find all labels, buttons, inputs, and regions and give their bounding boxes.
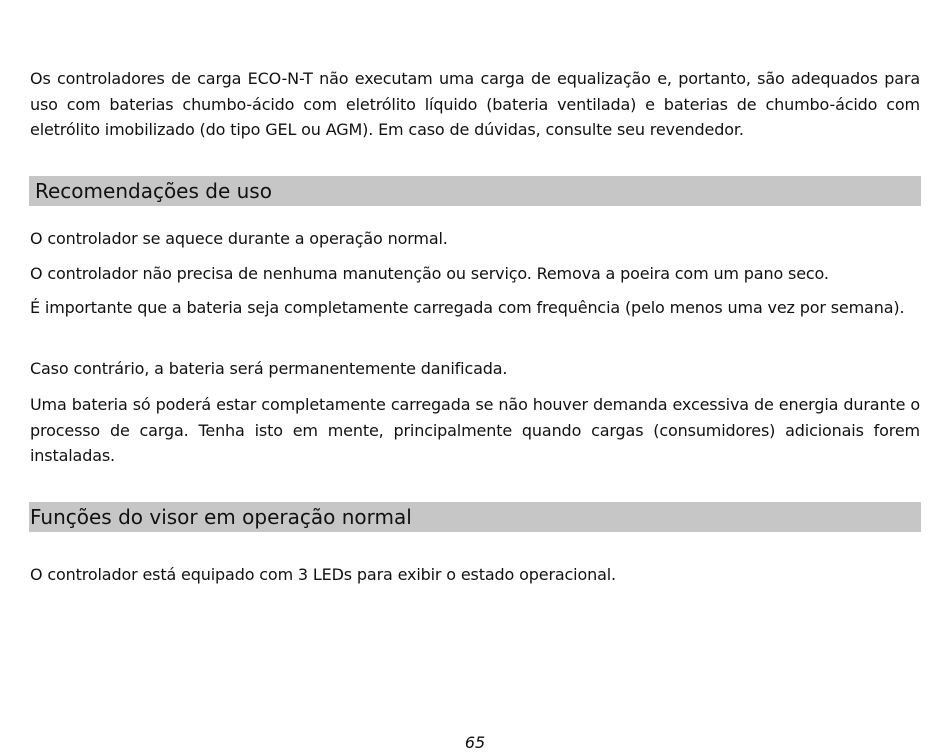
- section-heading-display: Funções do visor em operação normal: [30, 505, 412, 529]
- usage-paragraph-3: É importante que a bateria seja completamente carregada com frequência (pelo menos uma vez por semana).: [30, 298, 905, 317]
- section-heading-bar-display: [29, 502, 921, 532]
- usage-paragraph-1: O controlador se aquece durante a operação normal.: [30, 229, 448, 248]
- usage-paragraph-5: Uma bateria só poderá estar completamente carregada se não houver demanda excessiva de energia durante o processo de carga. Tenha isto em mente, principalmente quando cargas (consumidores) adicionais forem instaladas.: [30, 395, 920, 465]
- section-heading-usage: Recomendações de uso: [35, 179, 272, 203]
- section-heading-bar-usage: [29, 176, 921, 206]
- usage-paragraph-4: Caso contrário, a bateria será permanentemente danificada.: [30, 359, 508, 378]
- page-number: 65: [464, 733, 486, 752]
- usage-paragraph-2: O controlador não precisa de nenhuma manutenção ou serviço. Remova a poeira com um pano seco.: [30, 264, 829, 283]
- display-paragraph-1: O controlador está equipado com 3 LEDs para exibir o estado operacional.: [30, 565, 616, 584]
- intro-paragraph: Os controladores de carga ECO-N-T não executam uma carga de equalização e, portanto, são adequados para uso com baterias chumbo-ácido com eletrólito líquido (bateria ventilada) e baterias de chumbo-ácido com eletrólito imobilizado (do tipo GEL ou AGM). Em caso de dúvidas, consulte seu revendedor.: [30, 69, 920, 139]
